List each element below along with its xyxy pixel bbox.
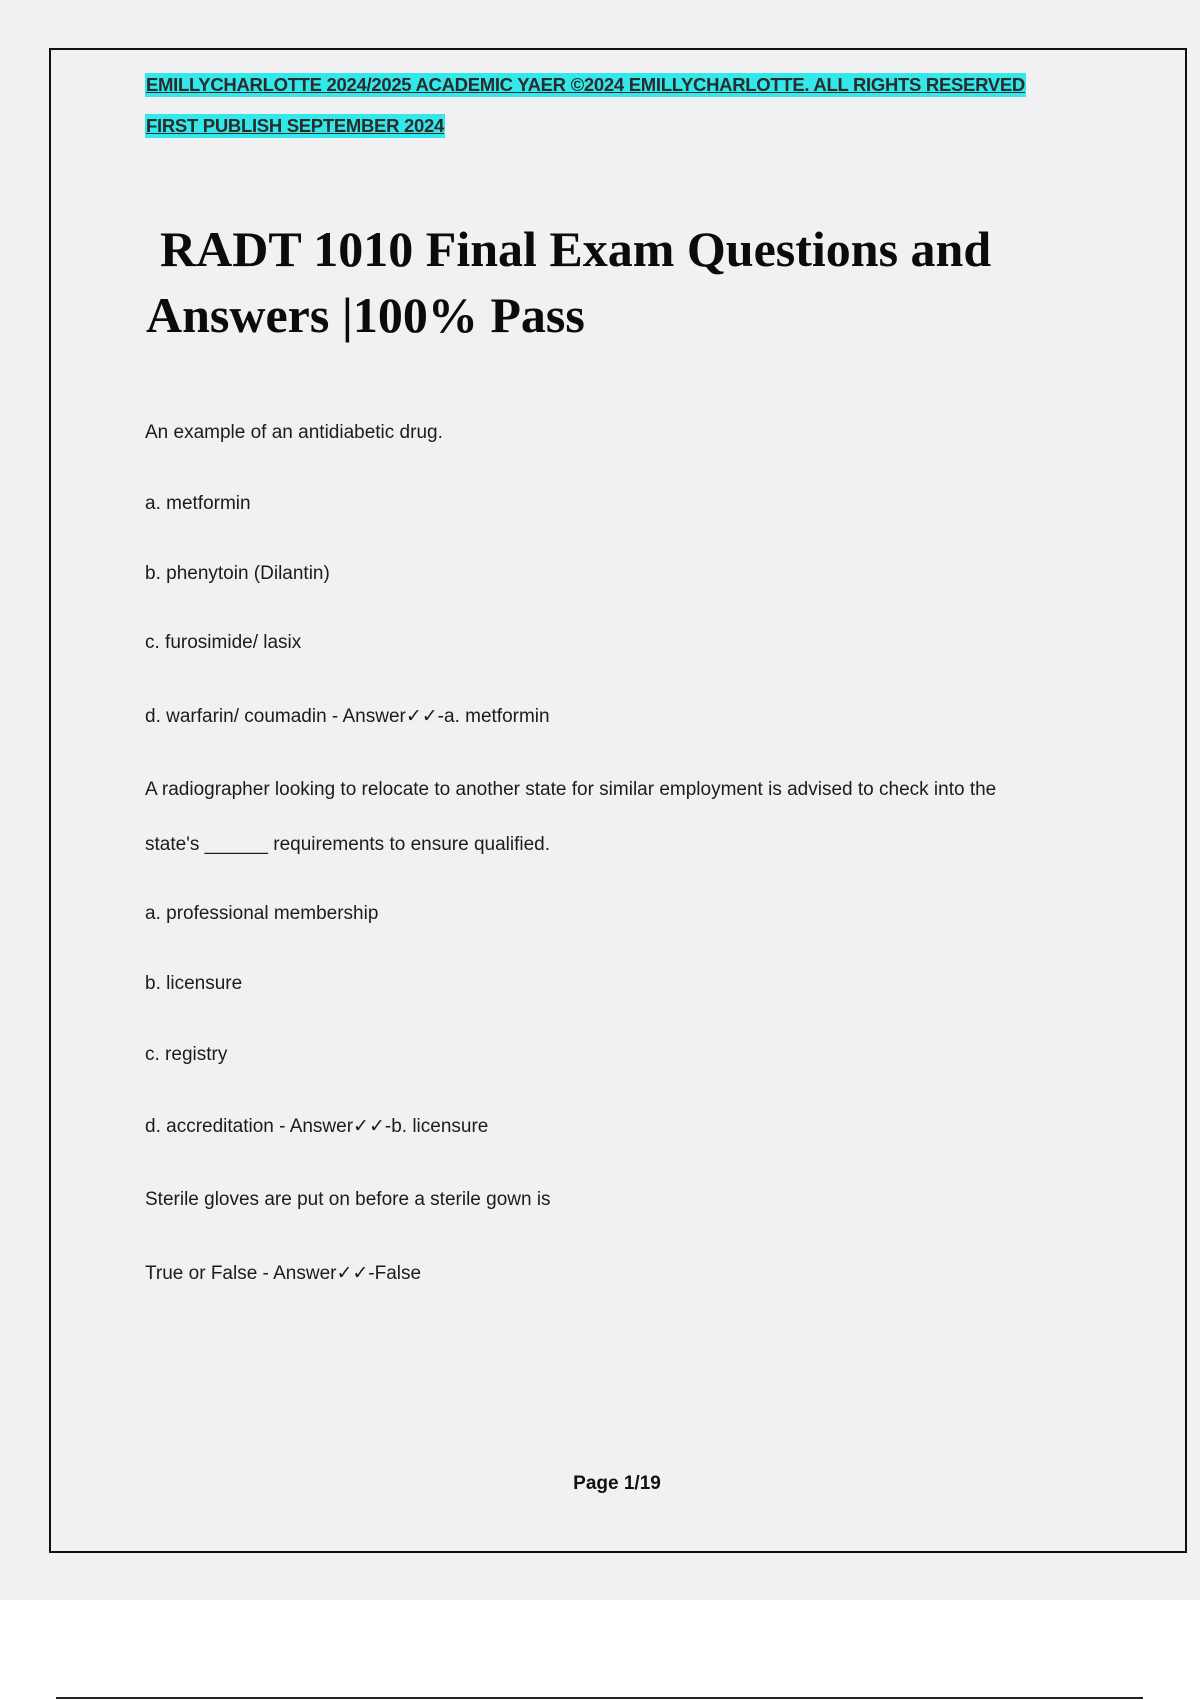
publish-date-banner: FIRST PUBLISH SEPTEMBER 2024 — [146, 115, 444, 136]
page-number: Page 1/19 — [573, 1473, 661, 1494]
question-2-option-a: a. professional membership — [145, 903, 379, 924]
question-1-answer: d. warfarin/ coumadin - Answer✓✓-a. metformin — [145, 706, 550, 727]
question-3-answer: True or False - Answer✓✓-False — [145, 1263, 422, 1284]
question-1-option-c: c. furosimide/ lasix — [145, 632, 302, 653]
question-2-option-b: b. licensure — [145, 973, 243, 994]
question-2-answer: d. accreditation - Answer✓✓-b. licensure — [145, 1116, 489, 1137]
question-1-text: An example of an antidiabetic drug. — [145, 422, 443, 443]
document-title — [146, 216, 1096, 348]
question-1-option-b: b. phenytoin (Dilantin) — [145, 563, 330, 584]
question-2-text-line-1: A radiographer looking to relocate to another state for similar employment is advised to check into the — [145, 779, 997, 800]
title-line-2: Answers |100% Pass — [146, 287, 585, 343]
question-1-option-a: a. metformin — [145, 493, 251, 514]
next-page-divider — [56, 1697, 1143, 1699]
question-2-text-line-2: state's ______ requirements to ensure qualified. — [145, 834, 550, 855]
question-3-text: Sterile gloves are put on before a sterile gown is — [145, 1189, 551, 1210]
title-line-1: RADT 1010 Final Exam Questions and — [160, 221, 992, 277]
copyright-banner: EMILLYCHARLOTTE 2024/2025 ACADEMIC YAER ©2024 EMILLYCHARLOTTE. ALL RIGHTS RESERVED — [146, 74, 1025, 95]
question-2-option-c: c. registry — [145, 1044, 228, 1065]
